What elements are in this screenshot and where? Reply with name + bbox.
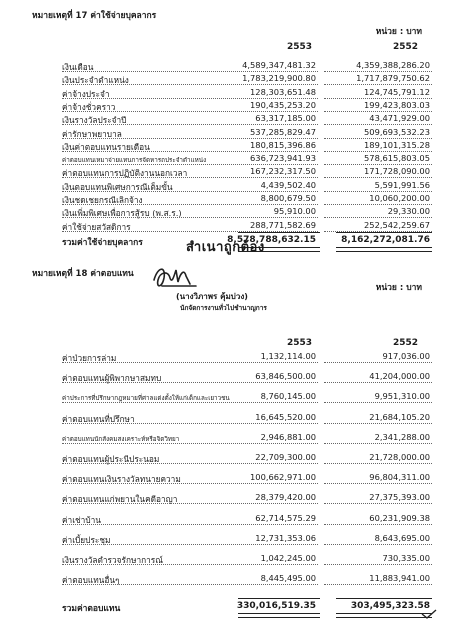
dotted-rule [62,362,318,363]
row-value-2552: 96,804,311.00 [369,472,430,483]
row-label: ค่าตอบแทนเหมาจ่ายแทนการจัดหารถประจำตำแหน่ง [62,157,207,165]
dotted-rule [62,524,318,525]
row-value-2552: 11,883,941.00 [369,573,430,584]
row-value-2553: 8,445,495.00 [260,573,316,584]
row-label: เงินชดเชยกรณีเลิกจ้าง [62,195,143,205]
row-value-2553: 636,723,941.93 [250,153,316,164]
row-value-2553: 8,760,145.00 [260,391,316,402]
dotted-rule [324,503,432,504]
row-value-2552: 730,335.00 [382,553,430,563]
row-value-2552: 43,471,929.00 [369,113,430,124]
table-row [0,470,450,484]
table-row [0,369,450,383]
note18-year1-header: 2553 [286,338,312,348]
dotted-rule [324,443,432,444]
row-label: ค่าตอบแทนเงินรางวัลทนายความ [62,474,181,485]
row-label: ค่าตอบแทนนักสังคมสงเคราะห์หรือจิตวิทยา [62,435,180,443]
dotted-rule [324,463,432,464]
row-value-2553: 128,303,651.48 [250,86,316,97]
dotted-rule [62,382,318,383]
row-label: ค่าเช่าบ้าน [62,514,101,525]
table-row [0,218,450,232]
table-row [0,85,450,99]
row-value-2552: 29,330.00 [387,206,430,217]
dotted-rule [62,423,318,424]
table-row [0,71,450,85]
table-row [0,551,450,565]
row-label: เงินประจำตำแหน่ง [62,75,129,86]
row-value-2552: 10,060,200.00 [369,193,430,203]
note18-year2-header: 2552 [392,338,418,348]
row-label: ค่าจ้างชั่วคราว [62,101,116,112]
table-row [0,571,450,585]
dotted-rule [324,584,432,585]
row-value-2553: 100,662,971.00 [250,472,316,483]
table-row [0,98,450,112]
table-row [0,410,450,424]
signature-scribble [150,258,200,294]
dotted-rule [62,483,318,484]
signer-name: (นางวิภาพร คุ้มบ่วง) [176,292,248,301]
dotted-rule [324,564,432,565]
signer-title: นักจัดการงานทั่วไปชำนาญการ [180,304,267,312]
row-value-2553: 2,946,881.00 [260,431,316,442]
note17-title: หมายเหตุที่ 17 ค่าใช้จ่ายบุคลากร [32,11,157,21]
dotted-rule [324,524,432,525]
row-value-2553: 167,232,317.50 [250,166,316,177]
row-value-2552: 21,728,000.00 [369,452,430,462]
dotted-rule [62,544,318,545]
row-value-2553: 1,132,114.00 [260,351,316,361]
dotted-rule [324,362,432,363]
table-row [0,58,450,72]
note18-total-2552: 303,495,323.58 [350,601,430,611]
row-value-2552: 578,615,803.05 [364,153,430,164]
note18-total-2553: 330,016,519.35 [236,601,316,611]
dotted-rule [62,503,318,504]
table-row [0,138,450,152]
table-row [0,204,450,218]
row-value-2553: 4,589,347,481.32 [242,60,316,70]
note17-unit: หน่วย : บาท [375,27,422,37]
row-value-2552: 124,745,791.12 [364,86,430,97]
row-label: เงินเพิ่มพิเศษเพื่อการสู้รบ (พ.ส.ร.) [62,208,182,219]
row-label: ค่าประการที่ปรึกษากฎหมายที่ศาลแต่งตั้งให้แก่เด็กและเยาวชน [62,395,230,403]
row-value-2553: 1,783,219,900.80 [242,73,316,84]
row-value-2553: 16,645,520.00 [255,411,316,422]
row-value-2552: 1,717,879,750.62 [356,73,430,84]
check-mark-icon [420,608,438,620]
row-value-2553: 62,714,575.29 [255,512,316,523]
table-row [0,349,450,363]
dotted-rule [62,564,318,565]
row-label: เงินรางวัลตำรวจรักษาการณ์ [62,555,163,565]
table-row [0,450,450,464]
row-label: เงินรางวัลประจำปี [62,115,127,126]
row-value-2553: 63,317,185.00 [255,113,316,124]
row-value-2552: 252,542,259.67 [364,219,430,230]
row-value-2552: 21,684,105.20 [369,411,430,422]
dotted-rule [62,402,318,403]
note17-total-2552: 8,162,272,081.76 [341,235,430,245]
row-value-2552: 9,951,310.00 [374,391,430,402]
note18-total-label: รวมค่าตอบแทน [62,604,121,614]
row-label: ค่าตอบแทนแก่พยานในคดีอาญา [62,494,178,505]
row-value-2552: 171,728,090.00 [364,166,430,177]
dotted-rule [62,584,318,585]
row-value-2552: 4,359,388,286.20 [356,60,430,70]
row-value-2553: 95,910.00 [273,206,316,217]
table-row [0,191,450,205]
row-value-2552: 199,423,803.03 [364,99,430,110]
table-row [0,389,450,403]
note17-year1-header: 2553 [286,42,312,52]
row-value-2552: 5,591,991.56 [374,179,430,190]
row-value-2552: 2,341,288.00 [374,431,430,442]
table-row [0,151,450,165]
row-label: ค่าป่วยการล่าม [62,353,117,363]
note18-total-row [0,598,450,616]
dotted-rule [62,443,318,444]
dotted-rule [324,483,432,484]
dotted-rule [324,544,432,545]
row-label: ค่าจ้างประจำ [62,88,110,99]
row-label: ค่าเบี้ยประชุม [62,534,111,545]
row-label: เงินเดือน [62,62,94,72]
certified-copy-stamp: สำเนาถูกต้อง [186,240,265,255]
note18-unit: หน่วย : บาท [375,283,422,293]
row-value-2552: 509,693,532.23 [364,126,430,137]
table-row [0,511,450,525]
row-value-2553: 12,731,353.06 [255,532,316,543]
row-label: ค่าตอบแทนอื่นๆ [62,575,120,586]
row-value-2553: 22,709,300.00 [255,452,316,462]
dotted-rule [62,463,318,464]
row-value-2552: 8,643,695.00 [374,532,430,543]
row-value-2553: 28,379,420.00 [255,492,316,503]
row-value-2552: 41,204,000.00 [369,371,430,382]
row-label: ค่าตอบแทนที่ปรึกษา [62,413,135,424]
row-label: ค่ารักษาพยาบาล [62,128,122,139]
row-label: ค่าตอบแทนผู้ประนีประนอม [62,454,160,464]
row-value-2552: 27,375,393.00 [369,492,430,503]
row-value-2552: 189,101,315.28 [364,139,430,150]
row-value-2553: 537,285,829.47 [250,126,316,137]
note17-year2-header: 2552 [392,42,418,52]
row-label: เงินค่าตอบแทนรายเดือน [62,141,150,152]
row-value-2553: 190,435,253.20 [250,99,316,110]
table-row [0,531,450,545]
table-row [0,111,450,125]
row-value-2553: 63,846,500.00 [255,371,316,382]
table-row [0,125,450,139]
row-label: ค่าตอบแทนผู้พิพากษาสมทบ [62,373,162,384]
row-label: เงินตอบแทนพิเศษการณีเต็มขั้น [62,181,173,192]
row-label: ค่าใช้จ่ายสวัสดิการ [62,221,131,232]
row-value-2552: 917,036.00 [382,351,430,361]
table-row [0,430,450,444]
note17-total-label: รวมค่าใช้จ่ายบุคลากร [62,238,143,248]
row-value-2552: 60,231,909.38 [369,512,430,523]
row-label: ค่าตอบแทนการปฏิบัติงานนอกเวลา [62,168,188,179]
row-value-2553: 288,771,582.69 [250,219,316,230]
table-row [0,164,450,178]
note17-total-2553: 8,578,788,632.15 [227,235,316,245]
dotted-rule [324,423,432,424]
row-value-2553: 1,042,245.00 [260,553,316,563]
dotted-rule [324,382,432,383]
row-value-2553: 8,800,679.50 [260,193,316,203]
table-row [0,178,450,192]
row-value-2553: 180,815,396.86 [250,139,316,150]
dotted-rule [324,402,432,403]
note18-title: หมายเหตุที่ 18 ค่าตอบแทน [32,269,134,279]
row-value-2553: 4,439,502.40 [260,179,316,190]
table-row [0,490,450,504]
